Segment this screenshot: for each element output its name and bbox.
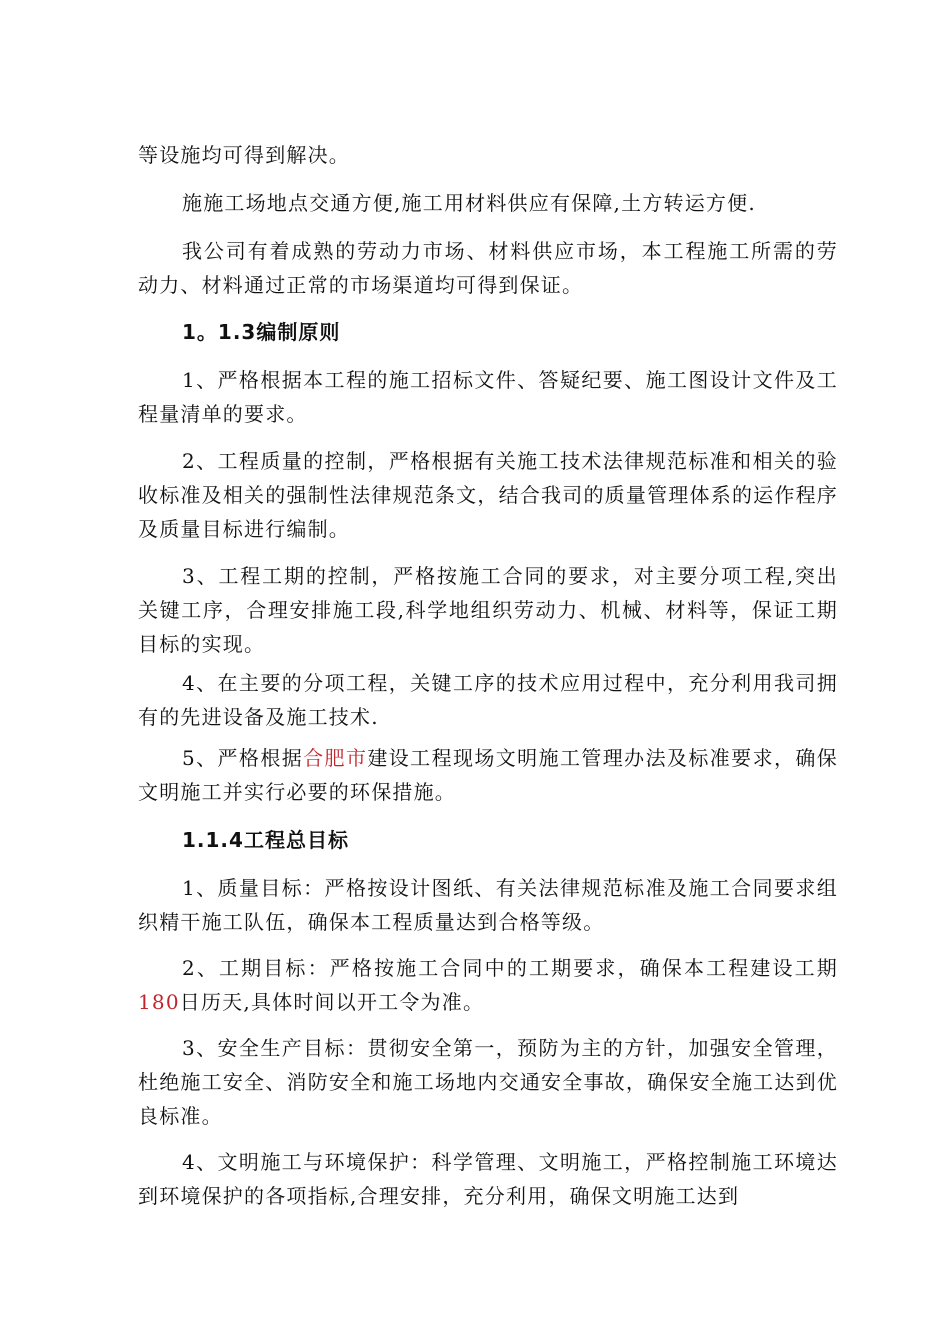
goal-item-quality: 1、质量目标：严格按设计图纸、有关法律规范标准及施工合同要求组织精干施工队伍，确保本工程质量达到合格等级。 — [138, 876, 838, 934]
goal-item-civilized-construction: 4、文明施工与环境保护：科学管理、文明施工，严格控制施工环境达到环境保护的各项指标,合理安排，充分利用，确保文明施工达到 — [138, 1150, 838, 1208]
goal-item-safety: 3、安全生产目标：贯彻安全第一，预防为主的方针，加强安全管理，杜绝施工安全、消防安全和施工场地内交通安全事故，确保安全施工达到优良标准。 — [138, 1036, 838, 1128]
principle-item-3: 3、工程工期的控制，严格按施工合同的要求，对主要分项工程,突出关键工序，合理安排施工段,科学地组织劳动力、机械、材料等，保证工期目标的实现。 — [138, 564, 838, 656]
paragraph-site-traffic: 施施工场地点交通方便,施工用材料供应有保障,土方转运方便. — [182, 191, 756, 215]
principle-item-2: 2、工程质量的控制，严格根据有关施工技术法律规范标准和相关的验收标准及相关的强制性法律规范条文，结合我司的质量管理体系的运作程序及质量目标进行编制。 — [138, 449, 838, 541]
principle-item-5-suffix: 建设工程现场文明施工管理办法及标准要求，确保文明施工并实行必要的环保措施。 — [138, 746, 838, 804]
paragraph-labor-market: 我公司有着成熟的劳动力市场、材料供应市场，本工程施工所需的劳动力、材料通过正常的市场渠道均可得到保证。 — [138, 239, 838, 297]
paragraph-facilities: 等设施均可得到解决。 — [138, 143, 350, 167]
goal-item-schedule-suffix: 日历天,具体时间以开工令为准。 — [179, 990, 485, 1014]
section-heading-114: 1.1.4工程总目标 — [182, 828, 349, 852]
section-heading-113: 1。1.3编制原则 — [182, 320, 341, 344]
principle-item-5 — [138, 741, 838, 809]
principle-item-5-prefix: 5、严格根据 — [182, 746, 304, 770]
city-name-highlight: 合肥市 — [303, 746, 368, 770]
goal-item-schedule-prefix: 2、工期目标：严格按施工合同中的工期要求，确保本工程建设工期 — [182, 956, 838, 980]
principle-item-1: 1、严格根据本工程的施工招标文件、答疑纪要、施工图设计文件及工程量清单的要求。 — [138, 368, 838, 426]
duration-days-highlight: 180 — [138, 990, 180, 1014]
goal-item-schedule — [138, 951, 838, 1019]
principle-item-4: 4、在主要的分项工程，关键工序的技术应用过程中，充分利用我司拥有的先进设备及施工技术. — [138, 671, 838, 729]
